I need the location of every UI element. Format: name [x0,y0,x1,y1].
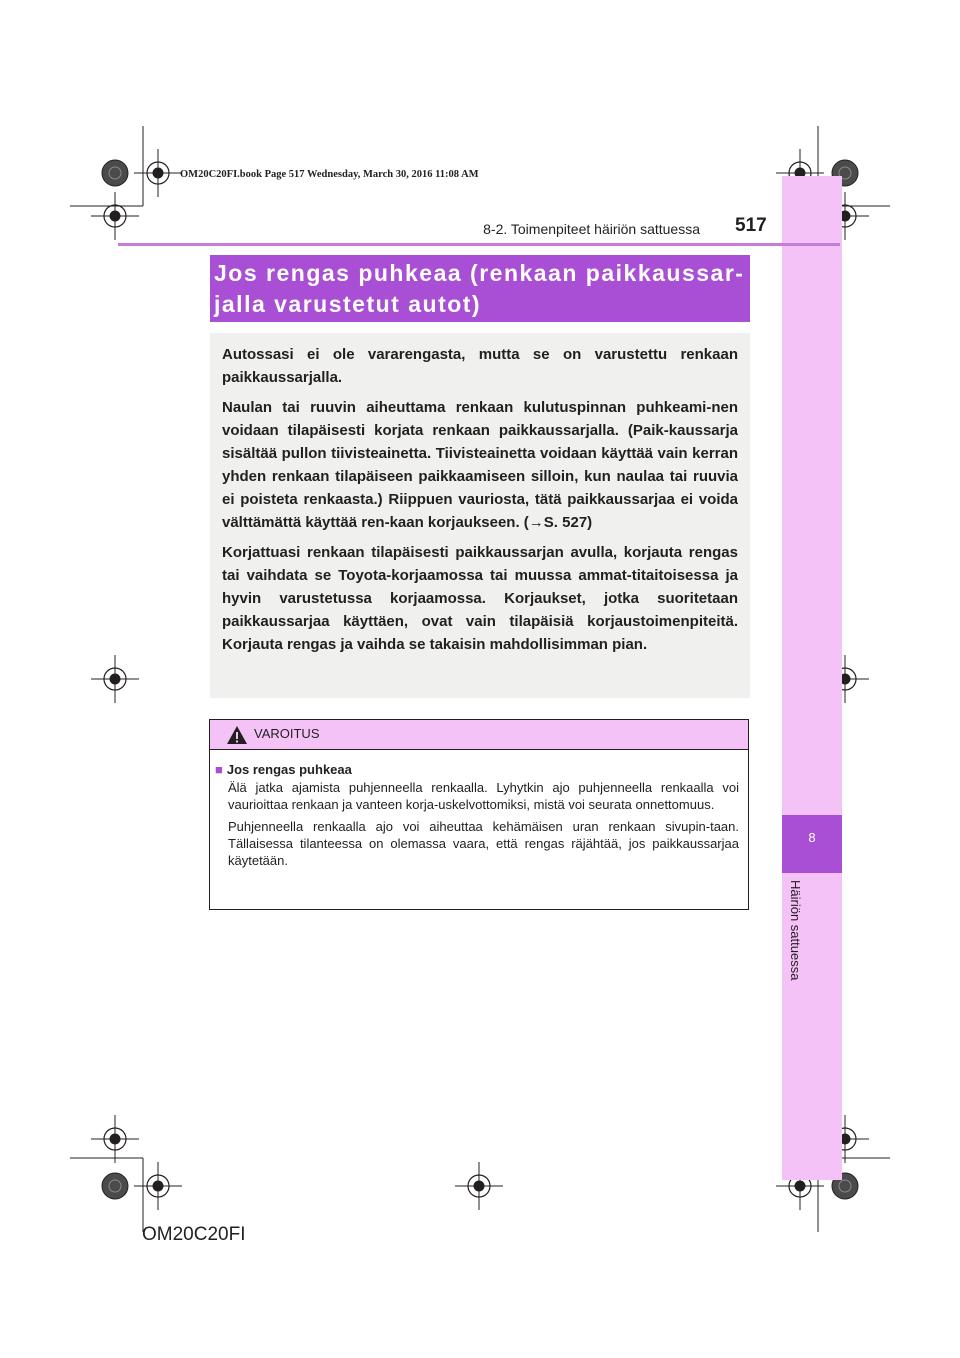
intro-paragraph: Naulan tai ruuvin aiheuttama renkaan kulutuspinnan puhkeami-nen voidaan tilapäisesti korjata renkaan paikkaussarjalla. (Paik-kaussarja sisältää pullon tiivisteainetta. Tiivisteainetta voidaan käyttää vain kerran yhden renkaan tilapäiseen paikkaamiseen silloin, kun naulaa tai ruuvia ei poisteta renkaasta.) Riippuen vauriosta, tätä paikkaussarjaa ei voida välttämättä käyttää ren-kaan korjaukseen. (→S. 527) [222,399,738,531]
section-header: 8-2. Toimenpiteet häiriön sattuessa [483,221,700,237]
chapter-number: 8 [808,830,816,845]
chapter-label: Häiriön sattuessa [788,880,803,981]
title-line: jalla varustetut autot) [214,291,482,317]
warning-body [215,761,739,874]
page-number: 517 [735,215,767,236]
title-line: Jos rengas puhkeaa (renkaan paikkaussar- [214,260,745,286]
warning-paragraph: Älä jatka ajamista puhjenneella renkaalla. Lyhytkin ajo puhjenneella renkaalla voi vaurioittaa renkaan ja vanteen korja-uskelvottomiksi, mistä voi seurata onnettomuus. [228,780,739,812]
warning-triangle-icon [226,725,248,745]
intro-text [222,343,738,663]
chapter-side-strip [782,176,842,1180]
printer-header: OM20C20FI.book Page 517 Wednesday, March 30, 2016 11:08 AM [180,169,479,180]
header-rule [118,243,840,246]
document-code: OM20C20FI [142,1224,246,1245]
intro-paragraph: Autossasi ei ole vararengasta, mutta se on varustettu renkaan paikkaussarjalla. [222,346,738,386]
warning-title: VAROITUS [254,726,320,741]
warning-subheading [215,761,739,778]
warning-paragraph: Puhjenneella renkaalla ajo voi aiheuttaa kehämäisen uran renkaan sivupin-taan. Tällaisessa tilanteessa on olemassa vaara, että rengas räjähtää, jos paikkaussarjaa käytetään. [228,819,739,868]
warning-subheading-text: Jos rengas puhkeaa [226,762,352,777]
page-title [214,258,749,320]
intro-paragraph: Korjattuasi renkaan tilapäisesti paikkaussarjan avulla, korjauta rengas tai vaihdata se Toyota-korjaamossa tai muussa ammat-titaitoisessa ja hyvin varustetussa korjaamossa. Korjaukset, jotka suoritetaan paikkaussarjaa käyttäen, ovat vain tilapäisiä korjaustoimenpiteitä. Korjauta rengas ja vaihda se takaisin mahdollisimman pian. [222,544,738,653]
square-bullet-icon: ■ [215,762,223,777]
